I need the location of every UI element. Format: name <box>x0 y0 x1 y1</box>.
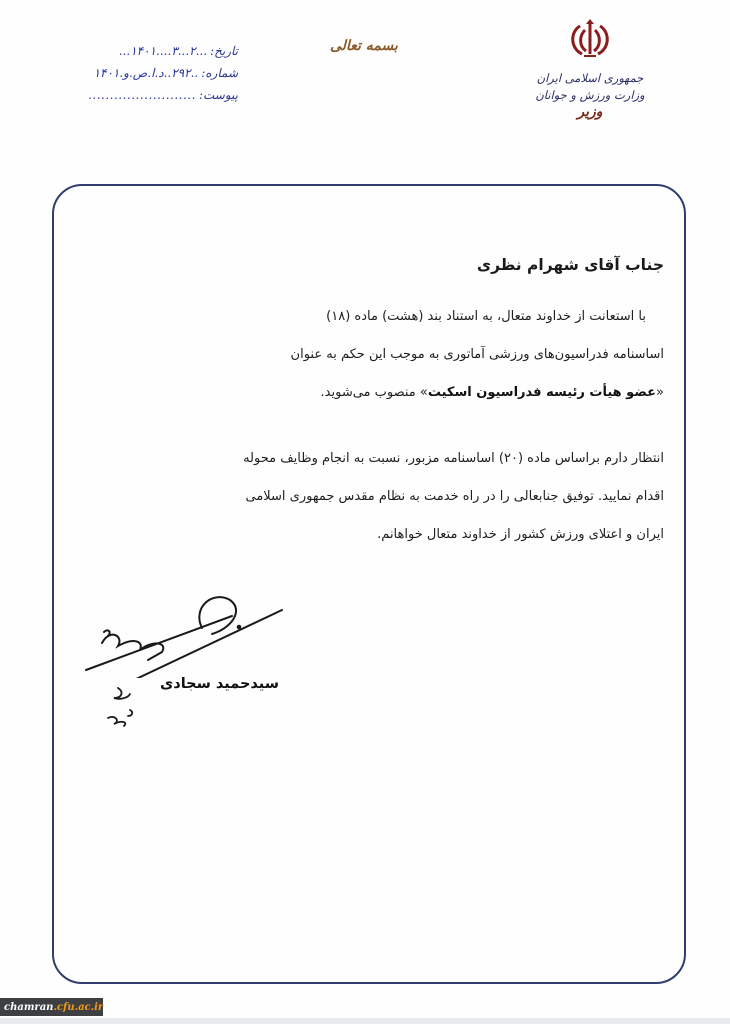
attachment-value: ......................... <box>88 88 196 102</box>
letter-body <box>84 252 684 554</box>
paragraph-line: ایران و اعتلای ورزش کشور از خداوند متعال خواهانم. <box>377 527 664 542</box>
paragraph-line: اقدام نمایید. توفیق جنابعالی را در راه خدمت به نظام مقدس جمهوری اسلامی <box>245 489 664 504</box>
paragraph-expectation <box>84 440 664 554</box>
letterhead-organization <box>528 18 652 121</box>
org-line-minister: وزیر <box>577 104 603 120</box>
initials-mark <box>104 684 144 728</box>
addressee: جناب آقای شهرام نظری <box>476 256 664 274</box>
watermark-part-2: .cfu.ac.ir <box>53 1001 104 1013</box>
open-quote: « <box>656 385 664 400</box>
attachment-label: پیوست: <box>198 88 238 102</box>
paragraph-appointment <box>84 298 664 412</box>
signer-name: سیدحمید سجادی <box>160 676 279 692</box>
appointment-position: عضو هیأت رئیسه فدراسیون اسکیت <box>427 385 657 400</box>
number-label: شماره: <box>201 66 238 80</box>
invocation-text: بسمه تعالی <box>330 38 398 54</box>
paragraph-line <box>84 374 664 412</box>
watermark-part-1: chamran <box>4 1001 54 1013</box>
site-watermark <box>0 998 103 1016</box>
appointment-suffix: » منصوب می‌شوید. <box>320 385 428 400</box>
date-value: ...۲...۳....۱۴۰۱... <box>118 44 208 58</box>
signature-scribble <box>82 588 302 678</box>
paragraph-line: انتظار دارم براساس ماده (۲۰) اساسنامه مزبور، نسبت به انجام وظایف محوله <box>243 451 664 466</box>
date-label: تاریخ: <box>210 44 238 58</box>
date-row <box>48 44 238 66</box>
number-row <box>48 66 238 88</box>
org-line-republic: جمهوری اسلامی ایران <box>536 71 644 85</box>
letter-meta <box>48 44 238 110</box>
org-line-ministry: وزارت ورزش و جوانان <box>535 88 645 102</box>
paragraph-line: با استعانت از خداوند متعال، به استناد بند (هشت) ماده (۱۸) <box>326 309 646 324</box>
iran-emblem-icon <box>566 18 614 60</box>
attachment-row <box>48 88 238 110</box>
paragraph-line: اساسنامه فدراسیون‌های ورزشی آماتوری به موجب این حکم به عنوان <box>290 347 664 362</box>
number-value: ..۲۹۲..د.ا.ص.و.۱۴۰۱ <box>93 66 199 80</box>
